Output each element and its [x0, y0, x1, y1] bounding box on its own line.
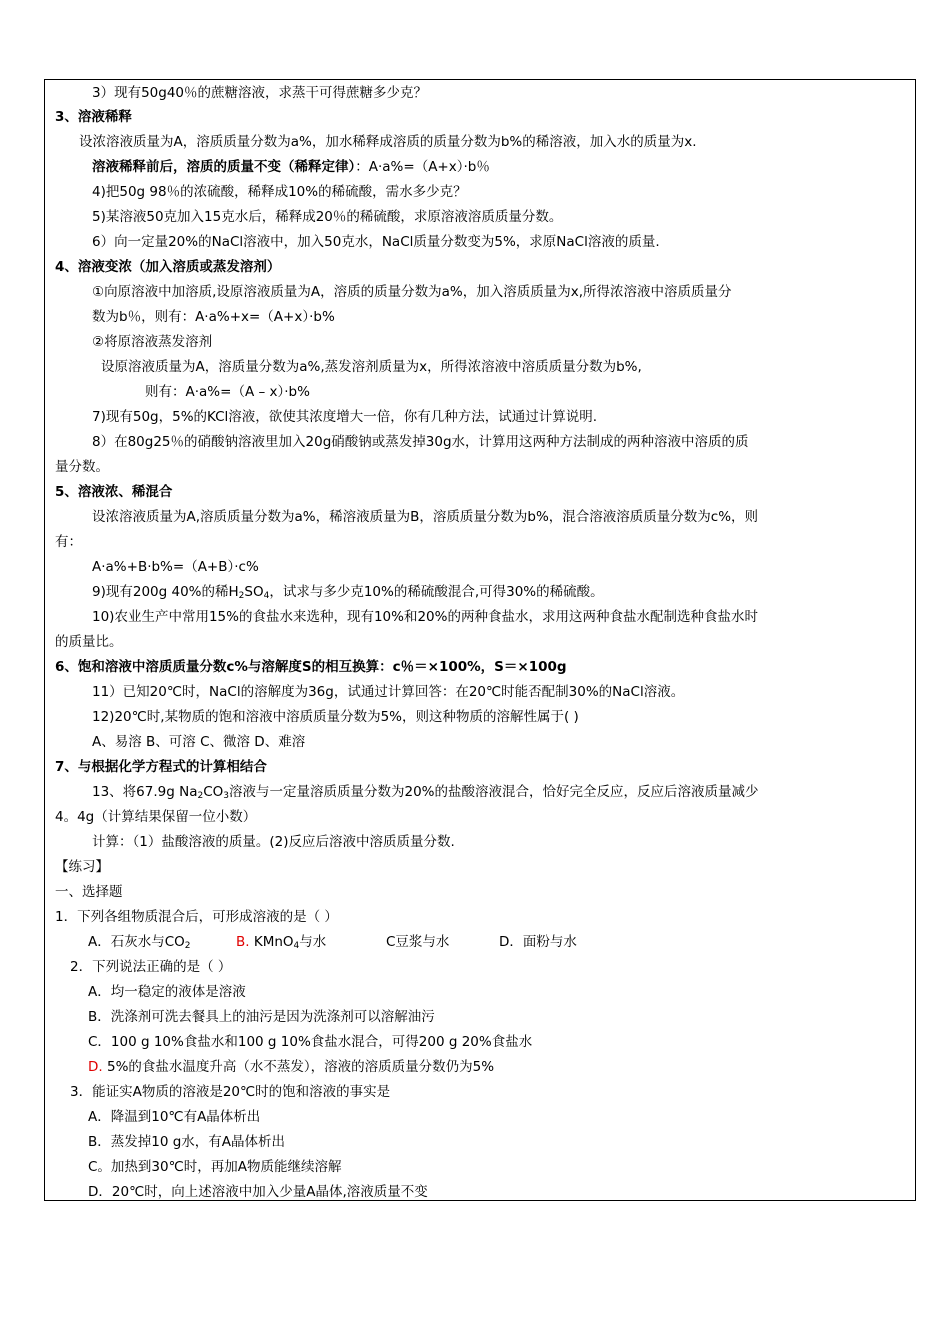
- practice-question-1: 1．下列各组物质混合后，可形成溶液的是（ ）: [55, 909, 338, 925]
- practice-q3-option-d: D．20℃时，向上述溶液中加入少量A晶体,溶液质量不变: [88, 1184, 428, 1200]
- question-4: 4)把50g 98％的浓硫酸，稀释成10%的稀硫酸，需水多少克？: [92, 184, 467, 200]
- practice-q3-option-c: C。加热到30℃时，再加A物质能继续溶解: [88, 1159, 342, 1175]
- practice-q1-option-c: C豆浆与水: [386, 934, 450, 950]
- practice-q2-option-c: C．100 g 10%食盐水和100 g 10%食盐水混合，可得200 g 20%食盐水: [88, 1034, 533, 1050]
- question-13: [92, 783, 759, 801]
- question-5: 5)某溶液50克加入15克水后，稀释成20％的稀硫酸，求原溶液溶质质量分数。: [92, 209, 563, 225]
- question-10: 10)农业生产中常用15%的食盐水来选种，现有10%和20%的两种食盐水，求用这两种食盐水配制选种食盐水时: [92, 609, 758, 625]
- q9-text-2: SO: [244, 584, 264, 600]
- practice-q2-option-b: B．洗涤剂可洗去餐具上的油污是因为洗涤剂可以溶解油污: [88, 1009, 435, 1025]
- q13-text-2: CO: [203, 784, 224, 800]
- question-8: 8）在80g25％的硝酸钠溶液里加入20g硝酸钠或蒸发掉30g水，计算用这两种方法制成的两种溶液中溶质的质: [92, 434, 749, 450]
- p1-b-text: KMnO: [249, 934, 294, 950]
- q13-text-1: 13、将67.9g Na: [92, 784, 198, 800]
- question-11: 11）已知20℃时，NaCl的溶解度为36g，试通过计算回答：在20℃时能否配制30%的NaCl溶液。: [92, 684, 685, 700]
- p1-b-answer-mark: B.: [236, 934, 250, 950]
- p1-b-text-2: 与水: [299, 934, 327, 950]
- dilution-law: [92, 158, 490, 176]
- concentrate-method-2: ②将原溶液蒸发溶剂: [92, 334, 213, 350]
- practice-question-2: 2．下列说法正确的是（ ）: [70, 959, 232, 975]
- practice-q3-option-a: A．降温到10℃有A晶体析出: [88, 1109, 261, 1125]
- section-heading-6: 6、饱和溶液中溶质质量分数c%与溶解度S的相互换算：c％＝×100%，S＝×100g: [55, 659, 567, 675]
- practice-heading: 【练习】: [55, 859, 109, 875]
- q9-subscript-2: 4: [263, 591, 270, 601]
- p1-b-subscript: 4: [293, 941, 300, 951]
- q13-subscript-1: 2: [197, 791, 204, 801]
- question-12-options: A、易溶 B、可溶 C、微溶 D、难溶: [92, 734, 306, 750]
- q9-text-1: 9)现有200g 40%的稀H: [92, 584, 239, 600]
- question-12: 12)20℃时,某物质的饱和溶液中溶质质量分数为5%，则这种物质的溶解性属于( ): [92, 709, 579, 725]
- p2-d-text: 5%的食盐水温度升高（水不蒸发），溶液的溶质质量分数仍为5%: [102, 1059, 495, 1075]
- p1-a-text: A．石灰水与CO: [88, 934, 185, 950]
- question-10-cont: 的质量比。: [55, 634, 123, 650]
- question-3: 3）现有50g40％的蔗糖溶液，求蒸干可得蔗糖多少克？: [92, 85, 428, 101]
- practice-q1-option-a: [88, 933, 191, 951]
- dilution-law-title: 溶液稀释前后，溶质的质量不变（稀释定律）: [92, 159, 356, 175]
- q9-text-3: ，试求与多少克10%的稀硫酸混合,可得30%的稀硫酸。: [269, 584, 604, 600]
- section-heading-7: 7、与根据化学方程式的计算相结合: [55, 759, 267, 775]
- mixing-formula: A·a%+B·b%=（A+B）·c%: [92, 559, 259, 575]
- practice-q1-option-d: D．面粉与水: [499, 934, 577, 950]
- question-8-cont: 量分数。: [55, 459, 109, 475]
- concentrate-method-2-formula: 则有：A·a%=（A – x）·b%: [145, 384, 310, 400]
- concentrate-method-1-formula: 数为b％，则有：A·a%+x=（A+x）·b%: [92, 309, 335, 325]
- q9-subscript-1: 2: [238, 591, 245, 601]
- practice-q2-option-a: A．均一稳定的液体是溶液: [88, 984, 246, 1000]
- concentrate-method-1: ①向原溶液中加溶质,设原溶液质量为A，溶质的质量分数为a%，加入溶质质量为x,所得浓溶液中溶质质量分: [92, 284, 732, 300]
- multiple-choice-heading: 一、选择题: [55, 884, 123, 900]
- practice-q3-option-b: B．蒸发掉10 g水，有A晶体析出: [88, 1134, 286, 1150]
- practice-q1-option-b: [236, 933, 326, 951]
- question-7: 7)现有50g，5%的KCl溶液，欲使其浓度增大一倍，你有几种方法，试通过计算说明.: [92, 409, 598, 425]
- mixing-setup: 设浓溶液质量为A,溶质质量分数为a%，稀溶液质量为B，溶质质量分数为b%，混合溶液溶质质量分数为c%，则: [92, 509, 759, 525]
- practice-q2-option-d: [88, 1058, 494, 1076]
- question-6: 6）向一定量20%的NaCl溶液中，加入50克水，NaCl质量分数变为5%，求原NaCl溶液的质量.: [92, 234, 660, 250]
- dilution-setup: 设浓溶液质量为A，溶质质量分数为a%，加水稀释成溶质的质量分数为b%的稀溶液，加入水的质量为x.: [79, 134, 697, 150]
- q13-text-3: 溶液与一定量溶质质量分数为20%的盐酸溶液混合，恰好完全反应，反应后溶液质量减少: [229, 784, 759, 800]
- p1-a-subscript: 2: [184, 941, 191, 951]
- question-9: [92, 583, 604, 601]
- dilution-law-formula: ：A·a%=（A+x）·b％: [355, 159, 490, 175]
- section-heading-4: 4、溶液变浓（加入溶质或蒸发溶剂）: [55, 259, 281, 275]
- question-13-tasks: 计算：（1）盐酸溶液的质量。(2)反应后溶液中溶质质量分数.: [92, 834, 455, 850]
- p2-d-answer-mark: D.: [88, 1059, 103, 1075]
- question-13-cont: 4。4g（计算结果保留一位小数）: [55, 809, 257, 825]
- concentrate-method-2-setup: 设原溶液质量为A，溶质量分数为a%,蒸发溶剂质量为x，所得浓溶液中溶质质量分数为b%,: [101, 359, 642, 375]
- mixing-setup-cont: 有：: [55, 534, 82, 550]
- q13-subscript-2: 3: [223, 791, 229, 801]
- section-heading-5: 5、溶液浓、稀混合: [55, 484, 173, 500]
- practice-question-3: 3．能证实A物质的溶液是20℃时的饱和溶液的事实是: [70, 1084, 391, 1100]
- section-heading-3: 3、溶液稀释: [55, 109, 132, 125]
